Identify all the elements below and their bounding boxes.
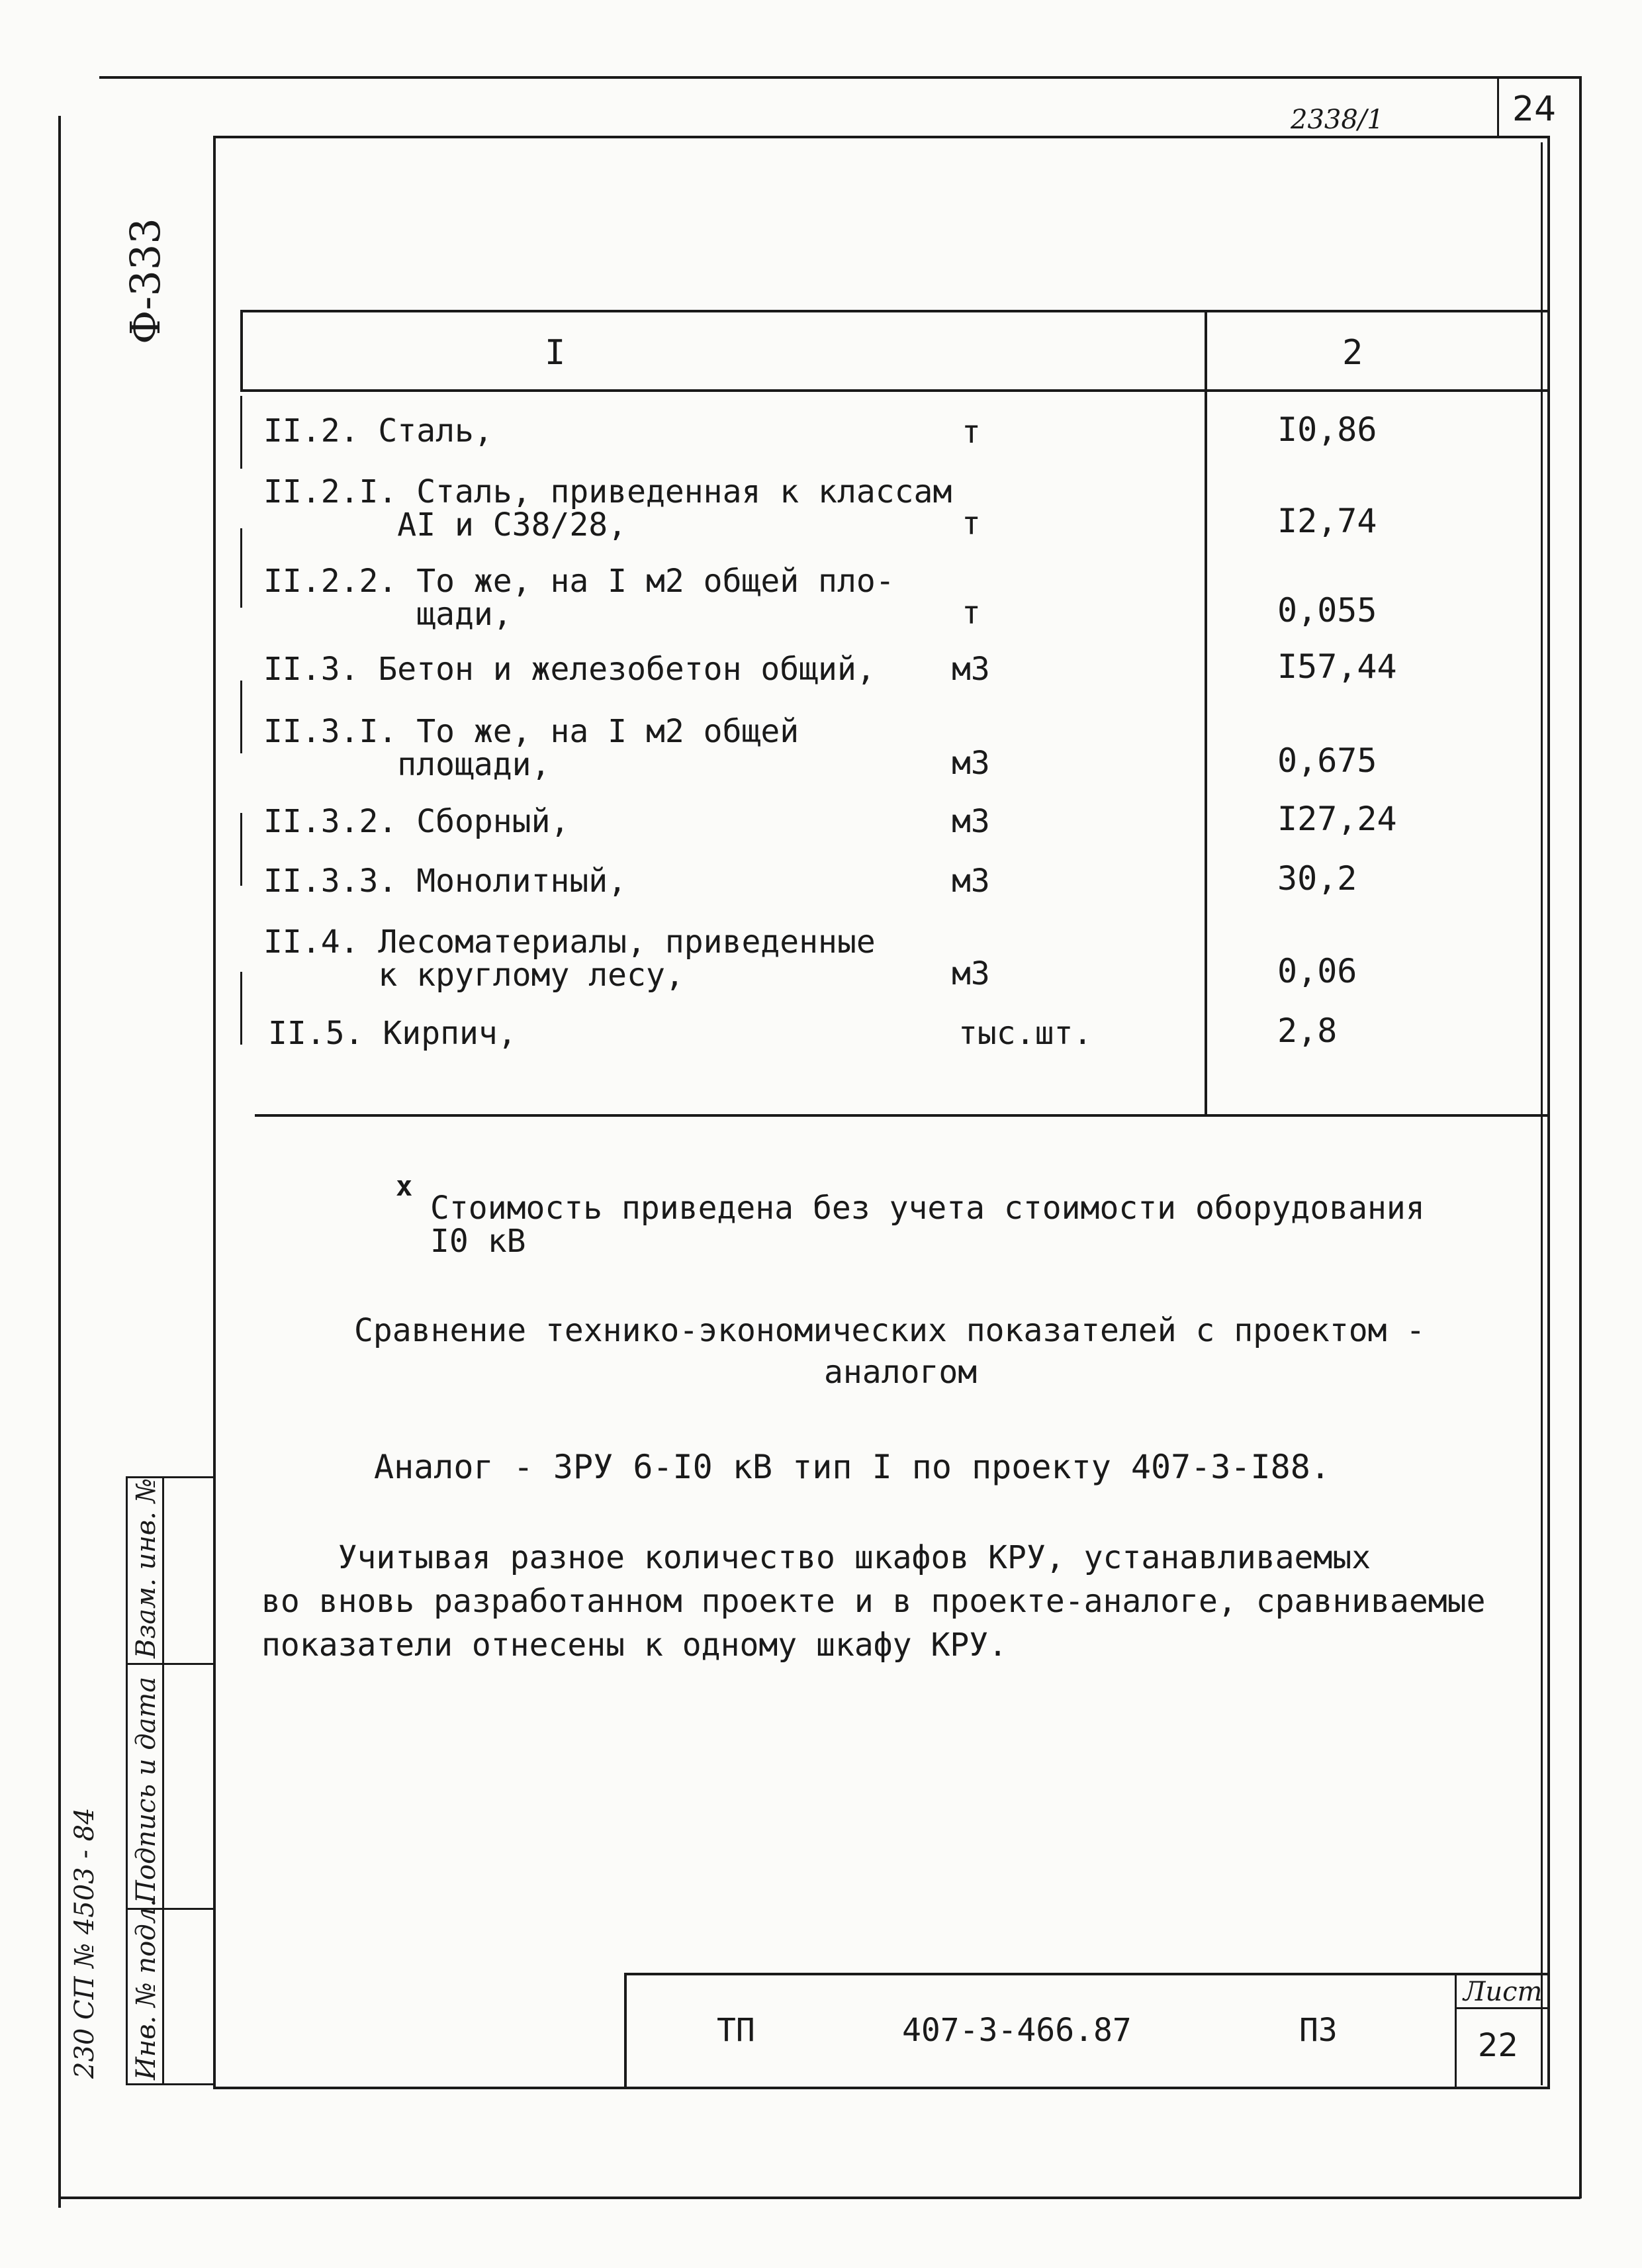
handwritten-note: 230 СП № 4503 - 84	[69, 1807, 100, 2079]
sheet-number: 24	[1512, 89, 1557, 129]
col-header-1: I	[545, 333, 566, 373]
comparison-heading-line2: аналогом	[824, 1354, 978, 1391]
outer-frame-left	[58, 116, 61, 2208]
title-block	[624, 1973, 1547, 2089]
inner-frame-right	[1547, 136, 1550, 2089]
body-paragraph: Учитывая разное количество шкафов КРУ, устанавливаемых во вновь разработанном проекте и в проекте-аналоге, сравниваемые показатели отнесены к одному шкафу КРУ.	[261, 1539, 1486, 1664]
row-value-8: 0,06	[1277, 952, 1357, 990]
sheet-label: Лист	[1463, 1977, 1543, 2007]
row-unit-8: м3	[952, 955, 990, 992]
row-unit-3: т	[962, 594, 981, 632]
footnote-mark: x	[396, 1170, 413, 1202]
margin-label-podpis: Подпись и дата	[131, 1676, 161, 1903]
row-value-5: 0,675	[1277, 741, 1377, 780]
row-label-1: II.2. Сталь,	[263, 412, 493, 449]
comparison-heading-line1: Сравнение технико-экономических показателей с проектом -	[354, 1312, 1426, 1349]
row-value-6: I27,24	[1277, 800, 1397, 838]
row-value-3: 0,055	[1277, 591, 1377, 630]
row-label-9: II.5. Кирпич,	[268, 1015, 517, 1052]
row-unit-6: м3	[952, 803, 990, 840]
row-value-1: I0,86	[1277, 410, 1377, 449]
row-unit-7: м3	[952, 863, 990, 900]
row-label-6: II.3.2. Сборный,	[263, 803, 570, 840]
row-label-2: II.2.I. Сталь, приведенная к классам AI и С38/28,	[263, 473, 952, 544]
row-unit-4: м3	[952, 651, 990, 688]
analog-line: Аналог - ЗРУ 6-I0 кВ тип I по проекту 407-3-I88.	[374, 1448, 1330, 1486]
row-label-7: II.3.3. Монолитный,	[263, 863, 627, 900]
col-header-2: 2	[1342, 333, 1363, 373]
outer-frame-bottom	[58, 2197, 1580, 2199]
title-project: 407-3-466.87	[902, 2012, 1132, 2049]
outer-frame-right	[1579, 76, 1582, 2198]
title-section: ПЗ	[1299, 2012, 1338, 2049]
footnote-text: Стоимость приведена без учета стоимости оборудования I0 кВ	[430, 1190, 1425, 1260]
outer-frame-top	[99, 76, 1582, 79]
title-series: ТП	[717, 2012, 755, 2049]
margin-stamp	[126, 1476, 215, 2085]
form-code: Ф-333	[121, 218, 169, 344]
row-label-3: II.2.2. То же, на I м2 общей пло- щади,	[263, 563, 895, 634]
row-value-4: I57,44	[1277, 647, 1397, 686]
row-unit-1: т	[962, 414, 981, 451]
sheet-box-left	[1497, 76, 1499, 137]
row-value-9: 2,8	[1277, 1012, 1338, 1050]
inner-frame-top	[213, 136, 1550, 138]
margin-label-vzam: Взам. инв. №	[131, 1478, 161, 1658]
row-label-4: II.3. Бетон и железобетон общий,	[263, 651, 876, 688]
row-value-7: 30,2	[1277, 859, 1357, 898]
row-unit-5: м3	[952, 745, 990, 782]
sheet-value: 22	[1478, 2027, 1519, 2064]
row-unit-9: тыс.шт.	[958, 1015, 1093, 1052]
row-label-8: II.4. Лесоматериалы, приведенные к круглому лесу,	[263, 923, 876, 994]
margin-label-inv-podl: Инв. № подл.	[131, 1899, 161, 2080]
row-label-5: II.3.I. То же, на I м2 общей площади,	[263, 713, 799, 784]
row-value-2: I2,74	[1277, 502, 1377, 540]
indicator-table	[240, 310, 1547, 1121]
row-unit-2: т	[962, 505, 981, 542]
document-number: 2338/1	[1291, 105, 1384, 135]
